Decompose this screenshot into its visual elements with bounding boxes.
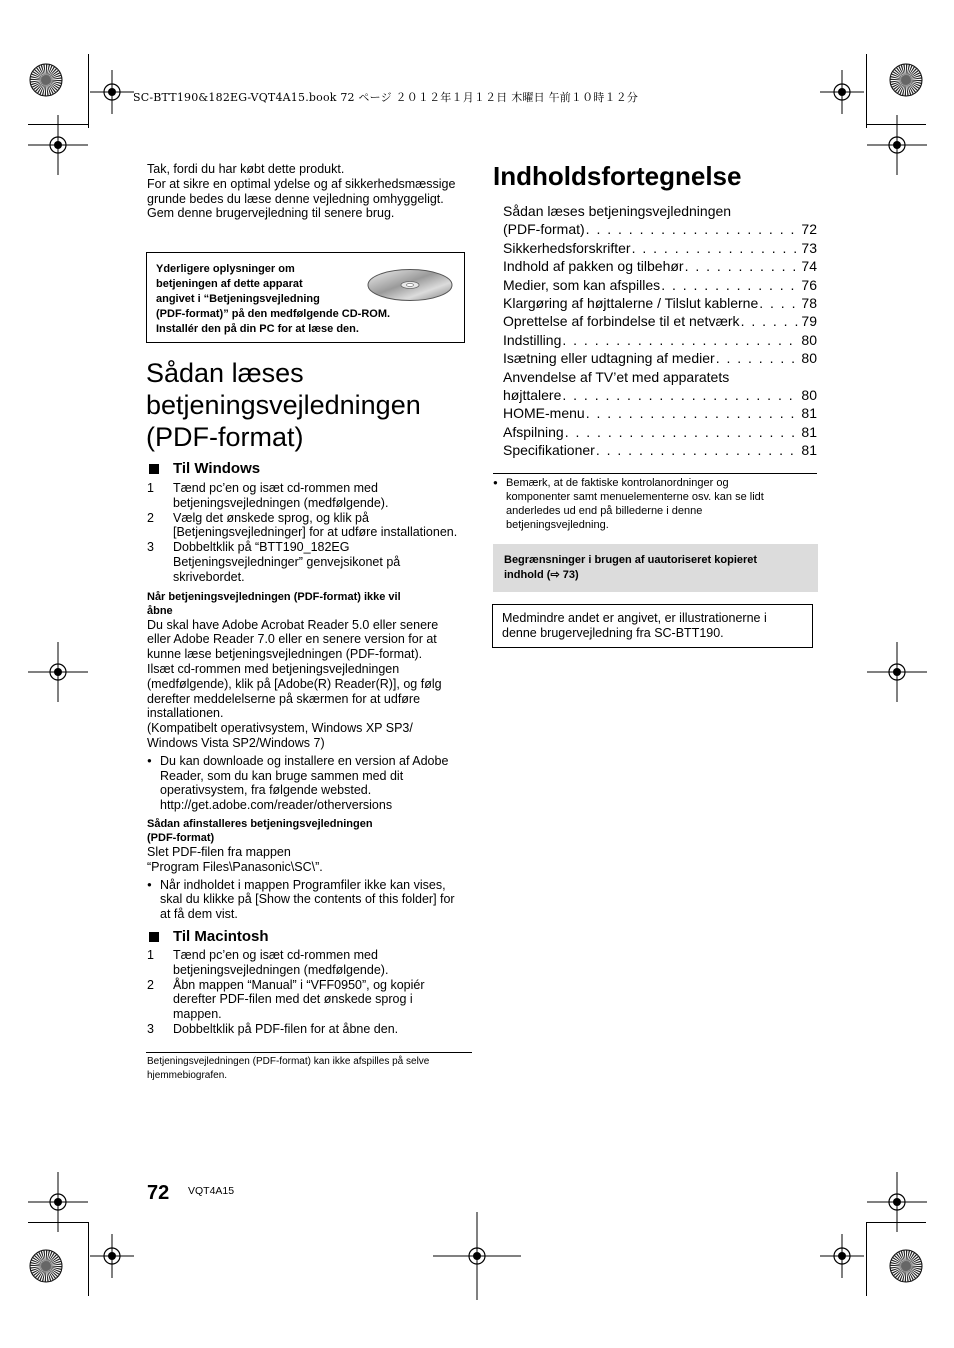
toc-list xyxy=(503,202,817,460)
registration-mark-icon xyxy=(28,1172,88,1232)
toc-leader-dots xyxy=(562,386,800,404)
registration-mark-icon xyxy=(90,70,134,114)
toc-entry-page: 78 xyxy=(801,295,817,312)
step-item: 1 Tænd pc’en og isæt cd-rommen med betjeningsvejledningen (medfølgende). xyxy=(147,481,389,510)
registration-mark-icon xyxy=(867,642,927,702)
toc-entry-label: (PDF-format) xyxy=(503,221,585,238)
toc-entry xyxy=(503,368,817,386)
toc-entry-label: højttalere xyxy=(503,387,562,404)
toc-entry-page: 73 xyxy=(801,239,817,256)
cd-rom-info-box: Yderligere oplysninger om betjeningen af dette apparat angivet i “Betjeningsvejledning (PDF-format)” på den medfølgende CD-ROM. Installér den på din PC for at læse den. xyxy=(146,252,465,343)
toc-leader-dots xyxy=(632,239,801,257)
toc-entry-label: Sikkerhedsforskrifter xyxy=(503,239,631,256)
file-header: SC-BTT190&182EG-VQT4A15.book 72 ページ ２０１２年１月１２日 木曜日 午前１０時１２分 xyxy=(133,91,639,104)
program-files-note: ● Når indholdet i mappen Programfiler ikke kan vises, skal du klikke på [Show the contents of this folder] for at få dem vist. xyxy=(147,878,477,922)
registration-mark-icon xyxy=(28,642,88,702)
toc-leader-dots xyxy=(586,404,801,422)
color-target-icon xyxy=(889,63,923,97)
step-item: 2 Åbn mappen “Manual” i “VFF0950”, og kopiér derefter PDF-filen med det ønskede sprog i mappen. xyxy=(147,977,425,1022)
no-open-heading: Når betjeningsvejledningen (PDF-format) ikke vil åbne xyxy=(147,590,401,617)
toc-leader-dots xyxy=(562,331,800,349)
step-item: 3 Dobbeltklik på PDF-filen for at åbne den. xyxy=(147,1021,399,1036)
toc-entry-page: 80 xyxy=(801,331,817,348)
toc-entry-page: 80 xyxy=(801,350,817,367)
toc-entry-label: Anvendelse af TV’et med apparatets xyxy=(503,368,730,385)
toc-entry-label: Oprettelse af forbindelse til et netværk xyxy=(503,313,740,330)
adobe-url: http://get.adobe.com/reader/otherversions xyxy=(160,798,393,813)
toc-leader-dots xyxy=(759,294,800,312)
toc-entry-page: 74 xyxy=(801,258,817,275)
crop-mark-line xyxy=(28,1222,88,1223)
copyright-restriction-box: Begrænsninger i brugen af uautoriseret kopieret indhold (⇨ 73) xyxy=(493,544,818,592)
windows-section xyxy=(147,481,477,922)
toc-entry xyxy=(503,257,817,275)
toc-entry-label: Specifikationer xyxy=(503,442,595,459)
toc-leader-dots xyxy=(596,441,801,459)
toc-title: Indholdsfortegnelse xyxy=(493,161,742,191)
registration-mark-icon xyxy=(820,70,864,114)
step-item: 3 Dobbeltklik på “BTT190_182EG Betjeningsvejledninger” genvejsikonet på skrivebordet. xyxy=(147,540,401,584)
illustration-difference-note: ● Bemærk, at de faktiske kontrolanordninger og komponenter samt menuelementerne osv. kan se lidt anderledes ud end på billederne i denne betjeningsvejledning. xyxy=(493,476,826,532)
crop-mark-line xyxy=(28,124,88,125)
intro-text: Tak, fordi du har købt dette produkt. For at sikre en optimal ydelse og af sikkerhedsmæssige grunde bedes du læse denne vejledning omhyggeligt. Gem denne brugervejledning til senere brug. xyxy=(147,162,456,221)
macintosh-heading: Til Macintosh xyxy=(149,928,269,945)
toc-entry-page: 81 xyxy=(801,423,817,440)
uninstall-text: Slet PDF-filen fra mappen “Program Files\Panasonic\SC\”. xyxy=(147,844,323,874)
square-bullet-icon xyxy=(149,932,159,942)
toc-entry-label: Isætning eller udtagning af medier xyxy=(503,350,715,367)
toc-entry-page: 81 xyxy=(801,442,817,459)
toc-leader-dots xyxy=(586,220,801,238)
registration-mark-icon xyxy=(820,1234,864,1278)
crop-mark-line xyxy=(866,1222,867,1296)
square-bullet-icon xyxy=(149,464,159,474)
toc-entry-page: 72 xyxy=(801,221,817,238)
toc-entry xyxy=(503,202,817,220)
toc-entry-label: HOME-menu xyxy=(503,405,585,422)
toc-entry xyxy=(503,312,817,330)
toc-entry-label: Indhold af pakken og tilbehør xyxy=(503,258,684,275)
color-target-icon xyxy=(29,1249,63,1283)
crop-mark-line xyxy=(88,1222,89,1296)
macintosh-section xyxy=(147,948,477,1037)
cd-rom-icon xyxy=(367,268,453,307)
windows-steps xyxy=(147,481,477,585)
toc-divider xyxy=(493,473,817,474)
page-number: 72 xyxy=(147,1182,170,1204)
toc-entry xyxy=(503,386,817,404)
toc-entry-page: 81 xyxy=(801,405,817,422)
toc-entry-page: 76 xyxy=(801,276,817,293)
footnote: Betjeningsvejledningen (PDF-format) kan ikke afspilles på selve hjemmebiografen. xyxy=(147,1056,430,1081)
crop-mark-line xyxy=(866,1222,926,1223)
document-code: VQT4A15 xyxy=(188,1185,235,1197)
toc-leader-dots xyxy=(741,312,801,330)
uninstall-heading: Sådan afinstalleres betjeningsvejledningen (PDF-format) xyxy=(147,817,373,844)
toc-entry xyxy=(503,349,817,367)
macintosh-steps xyxy=(147,948,477,1037)
toc-leader-dots xyxy=(716,349,801,367)
step-item: 1 Tænd pc’en og isæt cd-rommen med betjeningsvejledningen (medfølgende). xyxy=(147,948,389,977)
toc-entry xyxy=(503,294,817,312)
toc-entry-label: Indstilling xyxy=(503,331,562,348)
footnote-divider xyxy=(146,1052,472,1053)
registration-mark-icon xyxy=(433,1212,521,1300)
adobe-download-note: ● Du kan downloade og installere en version af Adobe Reader, som du kan bruge sammen med dit operativsystem, fra følgende websted. http://get.adobe.com/reader/otherversions xyxy=(147,754,477,813)
toc-leader-dots xyxy=(685,257,801,275)
color-target-icon xyxy=(889,1249,923,1283)
toc-entry xyxy=(503,441,817,459)
registration-mark-icon xyxy=(90,1234,134,1278)
color-target-icon xyxy=(29,63,63,97)
arrow-right-icon: ⇨ xyxy=(550,569,560,581)
toc-entry-label: Afspilning xyxy=(503,423,564,440)
illustration-model-note-box: Medmindre andet er angivet, er illustrationerne i denne brugervejledning fra SC-BTT190. xyxy=(492,604,813,648)
no-open-text: Du skal have Adobe Acrobat Reader 5.0 eller senere eller Adobe Reader 7.0 eller en senere version for at kunne læse betjeningsvejledningen (PDF-format). Ilsæt cd-rommen med betjeningsvejledningen (medfølgende), klik på [Adobe(R) Reader(R)], og følg derefter meddelelserne på skærmen for at udføre installationen. (Kompatibelt operativsystem, Windows XP SP3/ Windows Vista SP2/Windows 7) xyxy=(147,617,442,750)
registration-mark-icon xyxy=(867,1172,927,1232)
crop-mark-line xyxy=(88,54,89,128)
toc-entry xyxy=(503,404,817,422)
toc-entry-page: 80 xyxy=(801,387,817,404)
toc-entry-page: 79 xyxy=(801,313,817,330)
toc-entry xyxy=(503,331,817,349)
toc-leader-dots xyxy=(661,276,800,294)
crop-mark-line xyxy=(866,124,926,125)
toc-entry xyxy=(503,239,817,257)
windows-heading: Til Windows xyxy=(149,460,260,477)
toc-entry xyxy=(503,220,817,238)
toc-entry xyxy=(503,423,817,441)
toc-leader-dots xyxy=(565,423,801,441)
step-item: 2 Vælg det ønskede sprog, og klik på [Betjeningsvejledninger] for at udføre installationen. xyxy=(147,510,458,540)
toc-entry xyxy=(503,276,817,294)
toc-entry-label: Medier, som kan afspilles xyxy=(503,276,661,293)
pdf-guide-title: Sådan læses betjeningsvejledningen (PDF-format) xyxy=(146,358,421,452)
crop-mark-line xyxy=(866,54,867,128)
toc-entry-label: Klargøring af højttalerne / Tilslut kablerne xyxy=(503,295,759,312)
toc-entry-label: Sådan læses betjeningsvejledningen xyxy=(503,203,732,219)
